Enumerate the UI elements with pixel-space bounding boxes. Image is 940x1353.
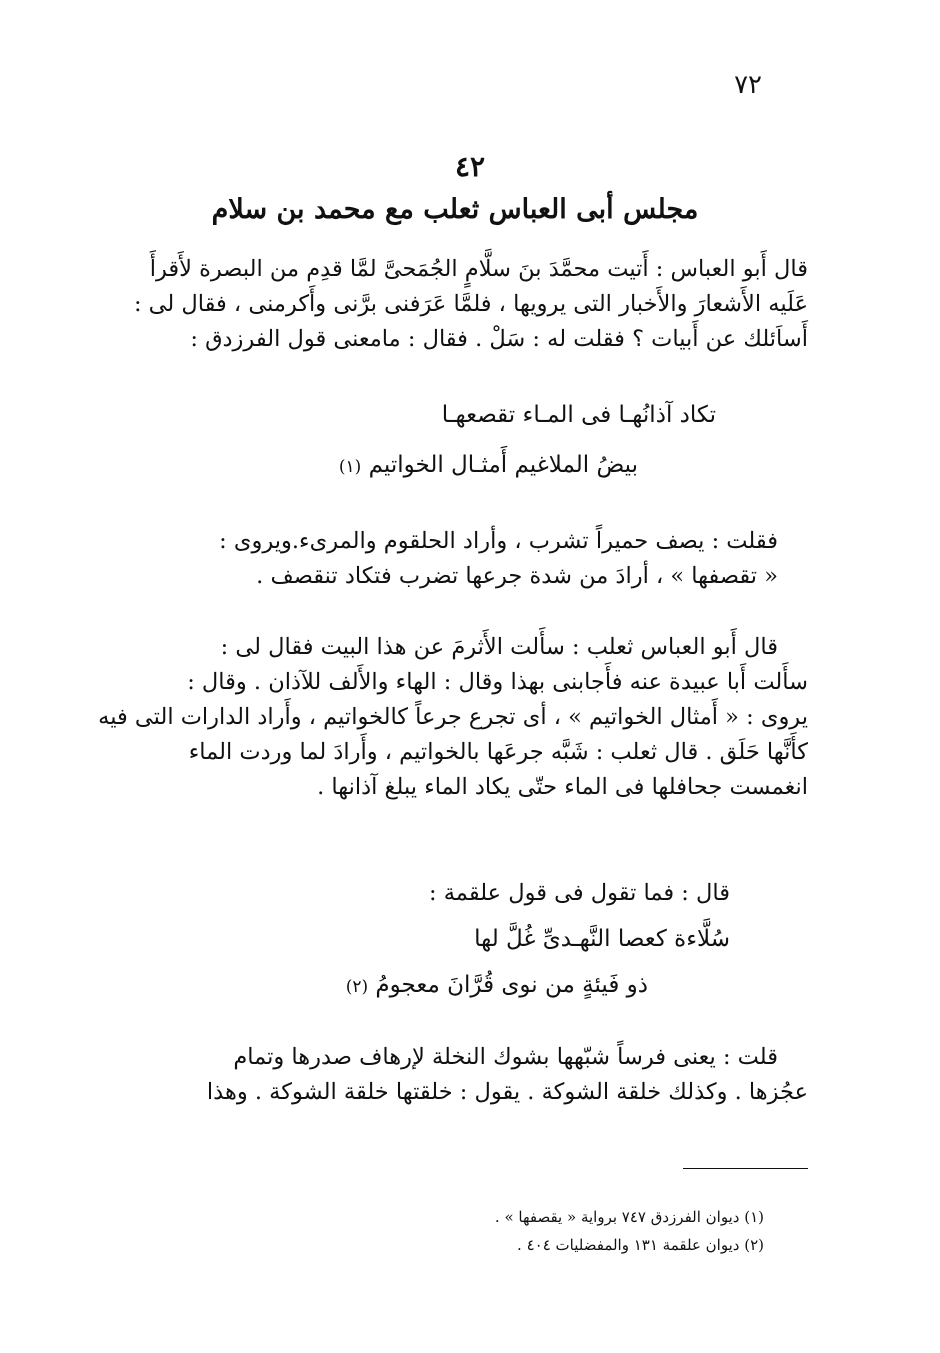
verse-1-second-hemistich — [339, 452, 638, 478]
text-line: عَلَيه الأَشعارَ والأَخبار التى يرويها ، فلمَّا عَرَفنى برَّنى وأَكرمنى ، فقال لى : — [133, 291, 808, 317]
text-line: قال أَبو العباس ثعلب : سأَلت الأَثرمَ عن هذا البيت فقال لى : — [220, 634, 778, 660]
footnote-2: (٢) ديوان علقمة ١٣١ والمفضليات ٤٠٤ . — [517, 1236, 764, 1254]
text-line: يروى : « أَمثال الخواتيم » ، أى تجرع جرعاً كالخواتيم ، وأَراد الدارات التى فيه — [98, 704, 808, 730]
verse-text: بيضُ الملاغيم أَمثـال الخواتيم — [368, 452, 638, 478]
section-title: مجلس أبى العباس ثعلب مع محمد بن سلام — [211, 194, 699, 225]
text-line: فقلت : يصف حميراً تشرب ، وأراد الحلقوم والمرىء.ويروى : — [219, 528, 778, 554]
verse-text: ذو فَيئةٍ من نوى قُرَّانَ معجومُ — [375, 972, 648, 998]
paragraph-1 — [128, 252, 808, 357]
paragraph-4 — [128, 1040, 808, 1110]
text-line: كأَنَّها حَلَق . قال ثعلب : شَبَّه جرعَها بالخواتيم ، وأَرادَ لما وردت الماء — [188, 739, 808, 765]
text-line: سأَلت أَبا عبيدة عنه فأَجابنى بهذا وقال : الهاء والأَلف للآذان . وقال : — [187, 669, 808, 695]
text-line: انغمست جحافلها فى الماء حتّى يكاد الماء يبلغ آذانها . — [317, 774, 808, 800]
text-line: أَساَئلك عن أَبيات ؟ فقلت له : سَلْ . فقال : مامعنى قول الفرزدق : — [190, 326, 808, 352]
paragraph-2 — [128, 524, 778, 594]
paragraph-3 — [98, 630, 808, 805]
verse-2-first-hemistich: سُلَّاءة كعصا النَّهـدىِّ غُلَّ لها — [474, 926, 730, 952]
footnote-1: (١) ديوان الفرزدق ٧٤٧ برواية « يقصفها » . — [494, 1208, 764, 1226]
footnote-marker: (١) — [338, 457, 362, 477]
text-line: عجُزها . وكذلك خلقة الشوكة . يقول : خلقتها خلقة الشوكة . وهذا — [206, 1079, 808, 1105]
text-line: « تقصفها » ، أرادَ من شدة جرعها تضرب فتكاد تنقصف . — [256, 563, 778, 589]
text-line: قلت : يعنى فرساً شبّهها بشوك النخلة لإرهاف صدرها وتمام — [233, 1044, 778, 1070]
page-number: ٧٢ — [734, 70, 762, 100]
section-number: ٤٢ — [454, 150, 486, 183]
footnote-marker: (٢) — [345, 977, 369, 997]
text-line: قال أَبو العباس : أَتيت محمَّدَ بنَ سلَّامٍ الجُمَحىَّ لمَّا قدِم من البصرة لأَقرأَ — [149, 256, 808, 282]
footnote-divider — [683, 1168, 808, 1169]
verse-2-second-hemistich — [346, 972, 648, 998]
verse-2-intro: قال : فما تقول فى قول علقمة : — [429, 880, 730, 906]
verse-1-first-hemistich: تكاد آذانُهـا فى المـاء تقصعهـا — [441, 402, 716, 428]
